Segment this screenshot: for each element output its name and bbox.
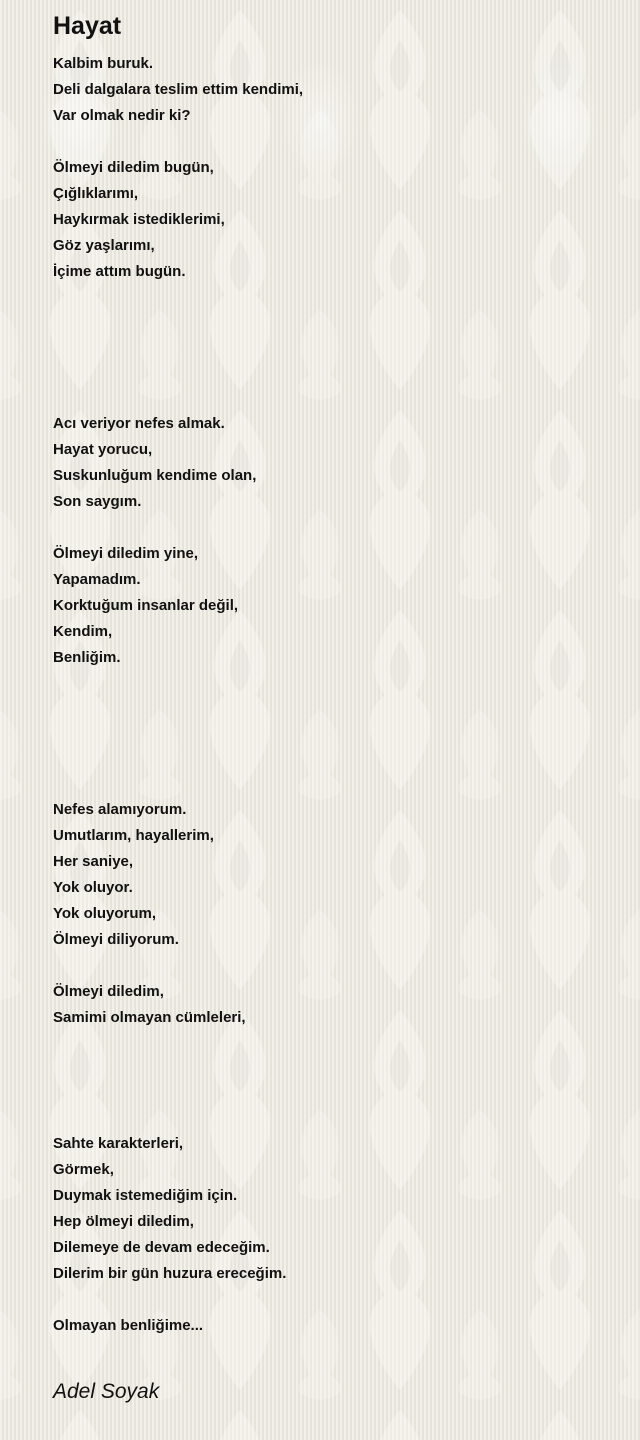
poem-line: Olmayan benliğime... <box>53 1317 204 1334</box>
poem-line: Var olmak nedir ki? <box>53 107 191 124</box>
poem-line: Yapamadım. <box>53 571 141 588</box>
poem-line: Yok oluyor. <box>53 879 133 896</box>
poem-line: Her saniye, <box>53 853 134 870</box>
poem-line: Haykırmak istediklerimi, <box>53 211 225 228</box>
poem-author: Adel Soyak <box>53 1380 160 1403</box>
poem-line: Yok oluyorum, <box>53 905 157 922</box>
poem-line: Kalbim buruk. <box>53 55 154 72</box>
poem-line: Korktuğum insanlar değil, <box>53 597 239 614</box>
poem-line: Benliğim. <box>53 649 121 666</box>
poem-line: Suskunluğum kendime olan, <box>53 467 257 484</box>
poem-line: Ölmeyi diliyorum. <box>53 931 179 948</box>
poem-line: İçime attım bugün. <box>53 263 186 280</box>
poem-line: Samimi olmayan cümleleri, <box>53 1009 246 1026</box>
poem-line: Sahte karakterleri, <box>53 1135 184 1152</box>
poem-line: Ölmeyi diledim, <box>53 983 164 1000</box>
poem-line: Çığlıklarımı, <box>53 185 139 202</box>
poem-line: Nefes alamıyorum. <box>53 801 187 818</box>
poem-line: Görmek, <box>53 1161 114 1178</box>
poem-line: Kendim, <box>53 623 113 640</box>
poem-line: Dilerim bir gün huzura ereceğim. <box>53 1265 287 1282</box>
poem-line: Deli dalgalara teslim ettim kendimi, <box>53 81 304 98</box>
poem-line: Duymak istemediğim için. <box>53 1187 238 1204</box>
poem-line: Hep ölmeyi diledim, <box>53 1213 194 1230</box>
poem-line: Umutlarım, hayallerim, <box>53 827 214 844</box>
poem-line: Ölmeyi diledim yine, <box>53 545 199 562</box>
poem-line: Ölmeyi diledim bugün, <box>53 159 214 176</box>
poem-line: Dilemeye de devam edeceğim. <box>53 1239 270 1256</box>
poem-line: Acı veriyor nefes almak. <box>53 415 225 432</box>
poem-title: Hayat <box>53 12 122 40</box>
poem-line: Son saygım. <box>53 493 142 510</box>
poem-line: Göz yaşlarımı, <box>53 237 155 254</box>
poem-line: Hayat yorucu, <box>53 441 153 458</box>
